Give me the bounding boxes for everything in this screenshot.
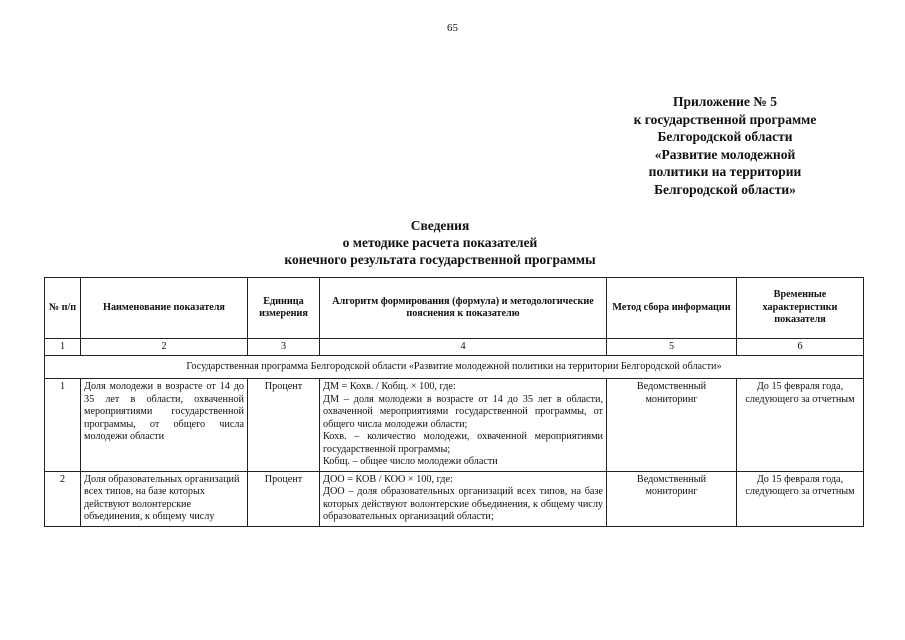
formula-line: ДОО = КОВ / КОО × 100, где: <box>323 473 453 485</box>
title-line: конечного результата государственной программы <box>284 252 596 267</box>
appendix-line: Приложение № 5 <box>673 94 777 109</box>
table-row <box>45 471 864 526</box>
column-number: 3 <box>248 339 320 356</box>
table-row <box>45 379 864 472</box>
indicators-table <box>44 277 864 527</box>
formula-line: Кохв. – количество молодежи, охваченной мероприятиями государственной программы; <box>323 431 603 455</box>
header-formula: Алгоритм формирования (формула) и методологические пояснения к показателю <box>320 278 607 339</box>
indicator-timing: До 15 февраля года, следующего за отчетным <box>737 471 864 526</box>
header-unit: Единица измерения <box>248 278 320 339</box>
formula-line: ДМ – доля молодежи в возрасте от 14 до 35 лет в области, охваченной мероприятиями государственной программы, от общего числа молодежи области; <box>323 393 603 430</box>
appendix-line: Белгородской области <box>657 129 793 144</box>
appendix-line: «Развитие молодежной <box>654 146 796 162</box>
row-num: 2 <box>45 471 81 526</box>
document-title <box>200 217 680 268</box>
indicator-formula <box>320 471 607 526</box>
appendix-line: Белгородской области» <box>654 181 796 197</box>
formula-line: ДМ = Кохв. / Кобщ. × 100, где: <box>323 381 456 392</box>
appendix-line: политики на территории <box>648 164 802 179</box>
appendix-line: к государственной программе <box>633 111 817 127</box>
title-line: Сведения <box>410 218 470 233</box>
indicator-unit: Процент <box>248 379 320 472</box>
column-number: 5 <box>607 339 737 356</box>
section-row <box>45 356 864 379</box>
indicator-name: Доля молодежи в возрасте от 14 до 35 лет в области, охваченной мероприятиями государственной программы, от общего числа молодежи области <box>81 379 248 472</box>
indicator-formula <box>320 379 607 472</box>
indicator-method: Ведомственный мониторинг <box>607 471 737 526</box>
column-number: 4 <box>320 339 607 356</box>
header-num: № п/п <box>45 278 81 339</box>
column-number: 1 <box>45 339 81 356</box>
table-header-row <box>45 278 864 339</box>
column-number-row <box>45 339 864 356</box>
indicator-timing: До 15 февраля года, следующего за отчетным <box>737 379 864 472</box>
indicator-unit: Процент <box>248 471 320 526</box>
section-title: Государственная программа Белгородской области «Развитие молодежной политики на территории Белгородской области» <box>45 356 864 379</box>
page-number: 65 <box>447 22 458 34</box>
row-num: 1 <box>45 379 81 472</box>
indicator-method: Ведомственный мониторинг <box>607 379 737 472</box>
indicator-name: Доля образовательных организаций всех типов, на базе которых действуют волонтерские объединения, к общему числу <box>81 471 248 526</box>
header-name: Наименование показателя <box>81 278 248 339</box>
header-method: Метод сбора информации <box>607 278 737 339</box>
title-line: о методике расчета показателей <box>342 235 538 250</box>
formula-line: ДОО – доля образовательных организаций всех типов, на базе которых действуют волонтерские объединения, к общему числу образовательных организаций области; <box>323 486 603 522</box>
column-number: 2 <box>81 339 248 356</box>
appendix-header <box>600 93 850 198</box>
header-timing: Временные характеристики показателя <box>737 278 864 339</box>
formula-line: Кобщ. – общее число молодежи области <box>323 456 498 467</box>
column-number: 6 <box>737 339 864 356</box>
